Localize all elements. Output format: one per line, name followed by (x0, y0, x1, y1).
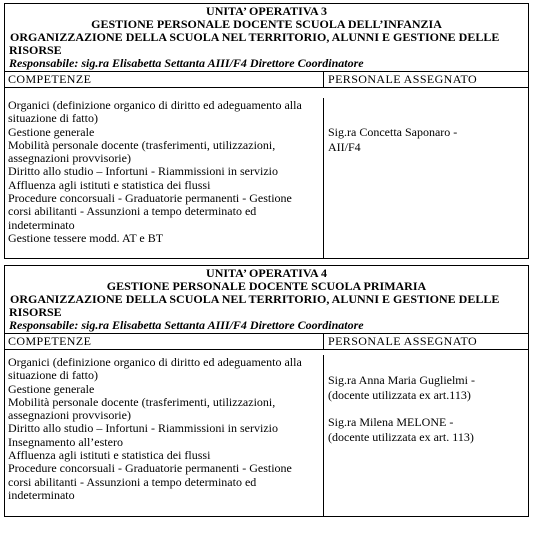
competenza-line: Gestione tessere modd. AT e BT (8, 230, 164, 245)
personale-cell (324, 98, 528, 285)
spacer (328, 403, 524, 415)
competenza-line: assegnazioni provvisorie) (8, 151, 131, 166)
personale-line: (docente utilizzata ex art. 113) (328, 430, 474, 444)
competenza-line: Gestione generale (8, 124, 95, 139)
unit-responsible: Responsabile: sig.ra Elisabetta Settanta AIII/F4 Direttore Coordinatore (9, 318, 364, 332)
competenza-line: Procedure concorsuali - Graduatorie permanenti - Gestione (8, 191, 292, 206)
competenza-line: Mobilità personale docente (trasferimenti, utilizzazioni, (8, 394, 276, 409)
unit-header (5, 266, 528, 334)
unit-subtitle: GESTIONE PERSONALE DOCENTE SCUOLA PRIMARIA (106, 279, 427, 293)
column-header-personale: PERSONALE ASSEGNATO (328, 334, 478, 348)
competenza-line: Organici (definizione organico di diritto ed adeguamento alla (8, 98, 302, 112)
competenza-line: indeterminato (8, 487, 75, 502)
competenza-line: Diritto allo studio – Infortuni - Riammissioni in servizio (8, 421, 278, 436)
competenza-line: Diritto allo studio – Infortuni - Riammissioni in servizio (8, 164, 278, 179)
table-body-row (5, 355, 528, 516)
unit-organization-line: ORGANIZZAZIONE DELLA SCUOLA NEL TERRITORIO, ALUNNI E GESTIONE DELLE (10, 30, 500, 44)
competenza-line: Procedure concorsuali - Graduatorie permanenti - Gestione (8, 461, 292, 476)
competenza-line: Gestione generale (8, 381, 95, 396)
competenze-cell (5, 98, 324, 258)
personale-line: AII/F4 (328, 140, 361, 154)
competenza-line: Mobilità personale docente (trasferimenti, utilizzazioni, (8, 137, 276, 152)
unit-organization-line: RISORSE (9, 43, 62, 57)
unit-header (5, 4, 528, 72)
competenza-line: Insegnamento all’estero (8, 434, 123, 449)
column-header-row (5, 72, 528, 88)
personale-line: Sig.ra Anna Maria Guglielmi - (328, 373, 475, 387)
unit-operativa-4-table (4, 265, 529, 517)
personale-cell (324, 355, 528, 534)
unit-responsible: Responsabile: sig.ra Elisabetta Settanta AIII/F4 Direttore Coordinatore (9, 56, 364, 70)
unit-title: UNITA’ OPERATIVA 4 (206, 266, 327, 280)
personale-line: (docente utilizzata ex art.113) (328, 388, 471, 402)
competenza-line: corsi abilitanti - Assunzioni a tempo determinato ed (8, 204, 257, 219)
competenza-line: situazione di fatto) (8, 111, 98, 126)
unit-subtitle: GESTIONE PERSONALE DOCENTE SCUOLA DELL’INFANZIA (91, 17, 442, 31)
unit-operativa-3-table (4, 3, 529, 259)
column-header-personale: PERSONALE ASSEGNATO (328, 72, 478, 86)
unit-title: UNITA’ OPERATIVA 3 (206, 4, 327, 18)
competenza-line: corsi abilitanti - Assunzioni a tempo determinato ed (8, 474, 257, 489)
column-header-competenze: COMPETENZE (5, 72, 324, 87)
competenza-line: Organici (definizione organico di diritto ed adeguamento alla (8, 355, 302, 369)
unit-organization-line: ORGANIZZAZIONE DELLA SCUOLA NEL TERRITORIO, ALUNNI E GESTIONE DELLE (10, 292, 500, 306)
personale-line: Sig.ra Milena MELONE - (328, 415, 454, 429)
column-header-competenze: COMPETENZE (5, 334, 324, 349)
personale-line: Sig.ra Concetta Saponaro - (328, 125, 458, 139)
unit-organization-line: RISORSE (9, 305, 62, 319)
competenza-line: indeterminato (8, 217, 75, 232)
competenza-line: Affluenza agli istituti e statistica dei flussi (8, 448, 211, 463)
column-header-row (5, 334, 528, 350)
competenza-line: Affluenza agli istituti e statistica dei flussi (8, 177, 211, 192)
competenza-line: situazione di fatto) (8, 368, 98, 383)
competenze-cell (5, 355, 324, 516)
table-body-row (5, 98, 528, 258)
competenza-line: assegnazioni provvisorie) (8, 408, 131, 423)
